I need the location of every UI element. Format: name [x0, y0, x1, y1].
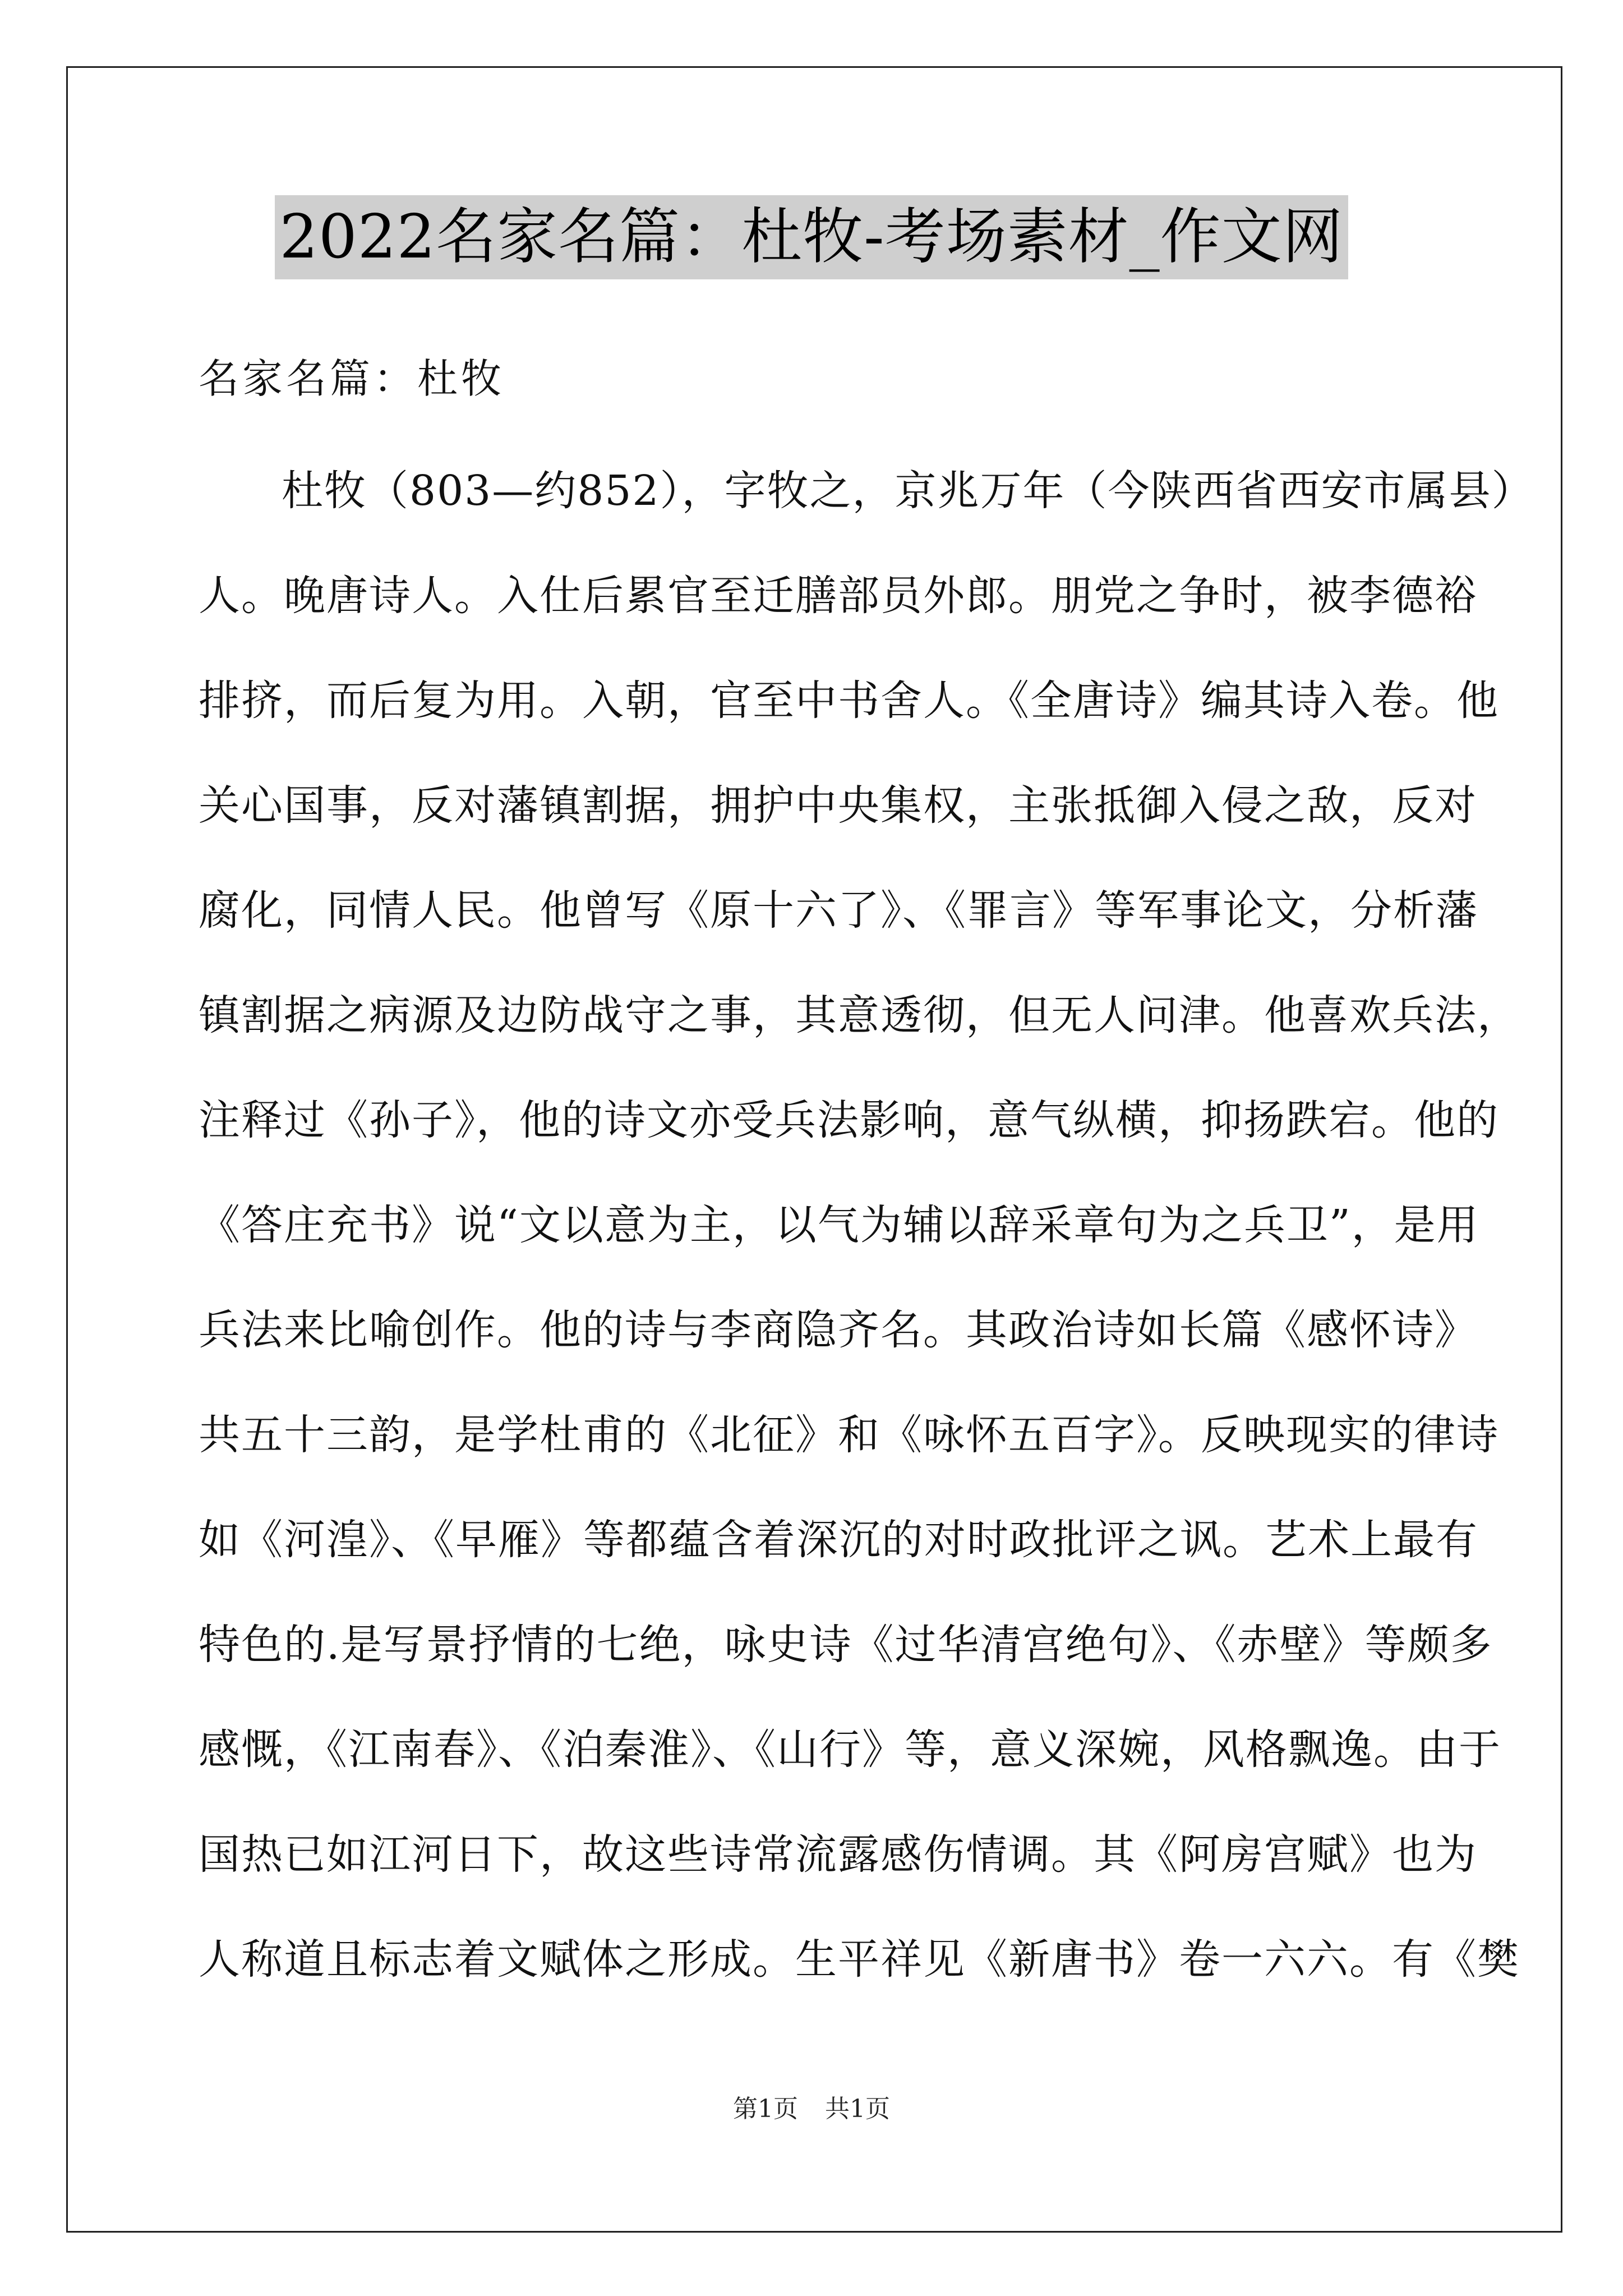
body-line: 共五十三韵，是学杜甫的《北征》和《咏怀五百字》。反映现实的律诗: [199, 1411, 1499, 1459]
page-total: 共1页: [825, 2095, 890, 2123]
body-line: 镇割据之病源及边防战守之事，其意透彻，但无人问津。他喜欢兵法，: [199, 991, 1520, 1039]
body-line: 国热已如江河日下，故这些诗常流露感伤情调。其《阿房宫赋》也为: [199, 1830, 1477, 1879]
body-line: 特色的.是写景抒情的七绝，咏史诗《过华清宫绝句》、《赤壁》等颇多: [199, 1621, 1493, 1669]
page-footer: [0, 2092, 1623, 2126]
body-line: 人称道且标志着文赋体之形成。生平祥见《新唐书》卷一六六。有《樊: [199, 1935, 1520, 1984]
body-line: 注释过《孙子》，他的诗文亦受兵法影响，意气纵横，抑扬跌宕。他的: [199, 1096, 1499, 1144]
body-line: 《答庄充书》说“文以意为主，以气为辅以辞采章句为之兵卫”，是用: [199, 1201, 1479, 1249]
body-line: 排挤，而后复为用。入朝，官至中书舍人。《全唐诗》编其诗入卷。他: [199, 677, 1499, 725]
body-line: 腐化，同情人民。他曾写《原十六了》、《罪言》等军事论文，分析藩: [199, 886, 1478, 935]
body-line: 杜牧（803—约852），字牧之，京兆万年（今陕西省西安市属县）: [282, 467, 1534, 515]
page-title: 2022名家名篇：杜牧-考场素材_作文网: [275, 195, 1348, 279]
body-line: 人。晚唐诗人。入仕后累官至迁膳部员外郎。朋党之争时，被李德裕: [199, 572, 1477, 620]
body-text: [199, 460, 1534, 2033]
body-line: 关心国事，反对藩镇割据，拥护中央集权，主张抵御入侵之敌，反对: [199, 781, 1477, 830]
section-subtitle: 名家名篇：杜牧: [199, 355, 505, 402]
page-number: 第1页: [733, 2095, 798, 2123]
body-line: 兵法来比喻创作。他的诗与李商隐齐名。其政治诗如长篇《感怀诗》: [199, 1306, 1477, 1354]
body-line: 感慨，《江南春》、《泊秦淮》、《山行》等，意义深婉，风格飘逸。由于: [199, 1726, 1501, 1774]
title-container: [0, 195, 1623, 279]
body-line: 如《河湟》、《早雁》等都蕴含着深沉的对时政批评之讽。艺术上最有: [199, 1516, 1478, 1564]
